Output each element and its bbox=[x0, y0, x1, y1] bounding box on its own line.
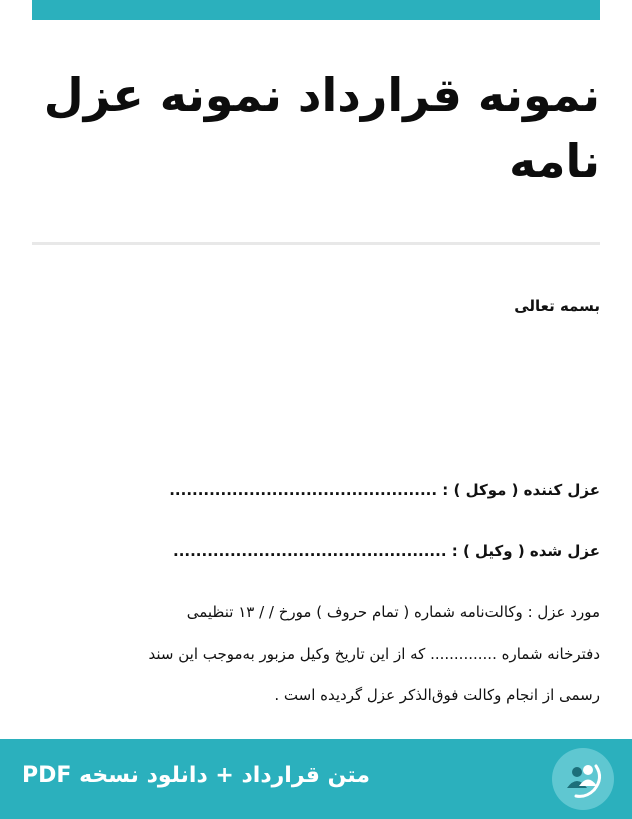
paragraph-line-1: مورد عزل : وکالت‌نامه شماره ( تمام حروف ) مورخ / / ۱۳ تنظیمی bbox=[186, 603, 600, 621]
paragraph-line-3: رسمی از انجام وکالت فوق‌الذکر عزل گردیده است . bbox=[274, 686, 600, 704]
revoked-blank: ................................................ bbox=[173, 542, 447, 560]
footer-download-link[interactable]: متن قرارداد + دانلود نسخه PDF bbox=[22, 763, 370, 788]
revoked-line bbox=[40, 542, 600, 560]
paragraph-line-2: دفترخانه شماره .............. که از این تاریخ وکیل مزبور به‌موجب این سند bbox=[148, 645, 600, 663]
footer-banner[interactable] bbox=[0, 739, 632, 819]
basmala: بسمه تعالی bbox=[514, 297, 600, 315]
users-logo-icon bbox=[552, 748, 614, 810]
revoker-line bbox=[40, 481, 600, 499]
revoker-label: عزل کننده ( موکل ) : bbox=[442, 481, 600, 499]
revoker-blank: ............................................... bbox=[169, 481, 438, 499]
revoked-label: عزل شده ( وکیل ) : bbox=[451, 542, 600, 560]
divider bbox=[32, 242, 600, 245]
page-title: نمونه قرارداد نمونه عزل نامه bbox=[43, 68, 600, 188]
top-accent-bar bbox=[32, 0, 600, 20]
